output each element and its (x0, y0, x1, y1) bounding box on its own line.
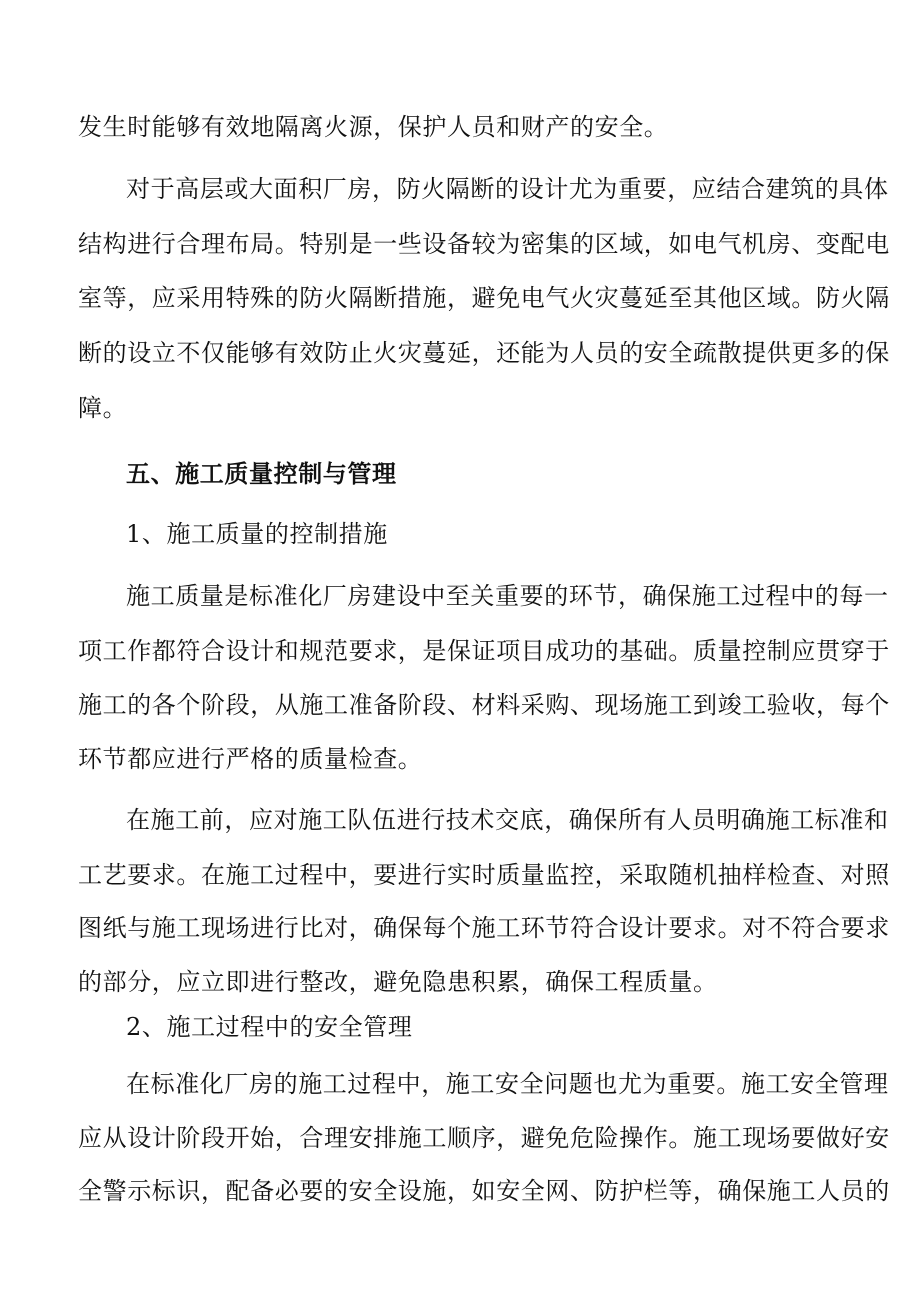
paragraph-line: 的部分，应立即进行整改，避免隐患积累，确保工程质量。 (78, 968, 718, 996)
paragraph-line: 在施工前，应对施工队伍进行技术交底，确保所有人员明确施工标准和 (126, 806, 889, 834)
subsection-heading: 2、施工过程中的安全管理 (126, 1013, 413, 1041)
paragraph-line: 室等，应采用特殊的防火隔断措施，避免电气火灾蔓延至其他区域。防火隔 (78, 284, 890, 312)
paragraph-line: 断的设立不仅能够有效防止火灾蔓延，还能为人员的安全疏散提供更多的保 (78, 339, 890, 367)
paragraph-line: 障。 (78, 394, 128, 422)
paragraph-line: 发生时能够有效地隔离火源，保护人员和财产的安全。 (78, 113, 669, 141)
paragraph-line: 项工作都符合设计和规范要求，是保证项目成功的基础。质量控制应贯穿于 (78, 637, 890, 665)
paragraph-line: 对于高层或大面积厂房，防火隔断的设计尤为重要，应结合建筑的具体 (126, 175, 889, 203)
paragraph-line: 结构进行合理布局。特别是一些设备较为密集的区域，如电气机房、变配电 (78, 230, 890, 258)
paragraph-line: 应从设计阶段开始，合理安排施工顺序，避免危险操作。施工现场要做好安 (78, 1124, 890, 1152)
paragraph-line: 环节都应进行严格的质量检查。 (78, 745, 423, 773)
section-heading: 五、施工质量控制与管理 (126, 459, 397, 488)
paragraph-line: 在标准化厂房的施工过程中，施工安全问题也尤为重要。施工安全管理 (126, 1070, 889, 1098)
paragraph-line: 施工质量是标准化厂房建设中至关重要的环节，确保施工过程中的每一 (126, 582, 889, 610)
paragraph-line: 全警示标识，配备必要的安全设施，如安全网、防护栏等，确保施工人员的 (78, 1177, 890, 1205)
paragraph-line: 图纸与施工现场进行比对，确保每个施工环节符合设计要求。对不符合要求 (78, 914, 890, 942)
paragraph-line: 施工的各个阶段，从施工准备阶段、材料采购、现场施工到竣工验收，每个 (78, 691, 890, 719)
subsection-heading: 1、施工质量的控制措施 (126, 520, 388, 548)
paragraph-line: 工艺要求。在施工过程中，要进行实时质量监控，采取随机抽样检查、对照 (78, 861, 890, 889)
